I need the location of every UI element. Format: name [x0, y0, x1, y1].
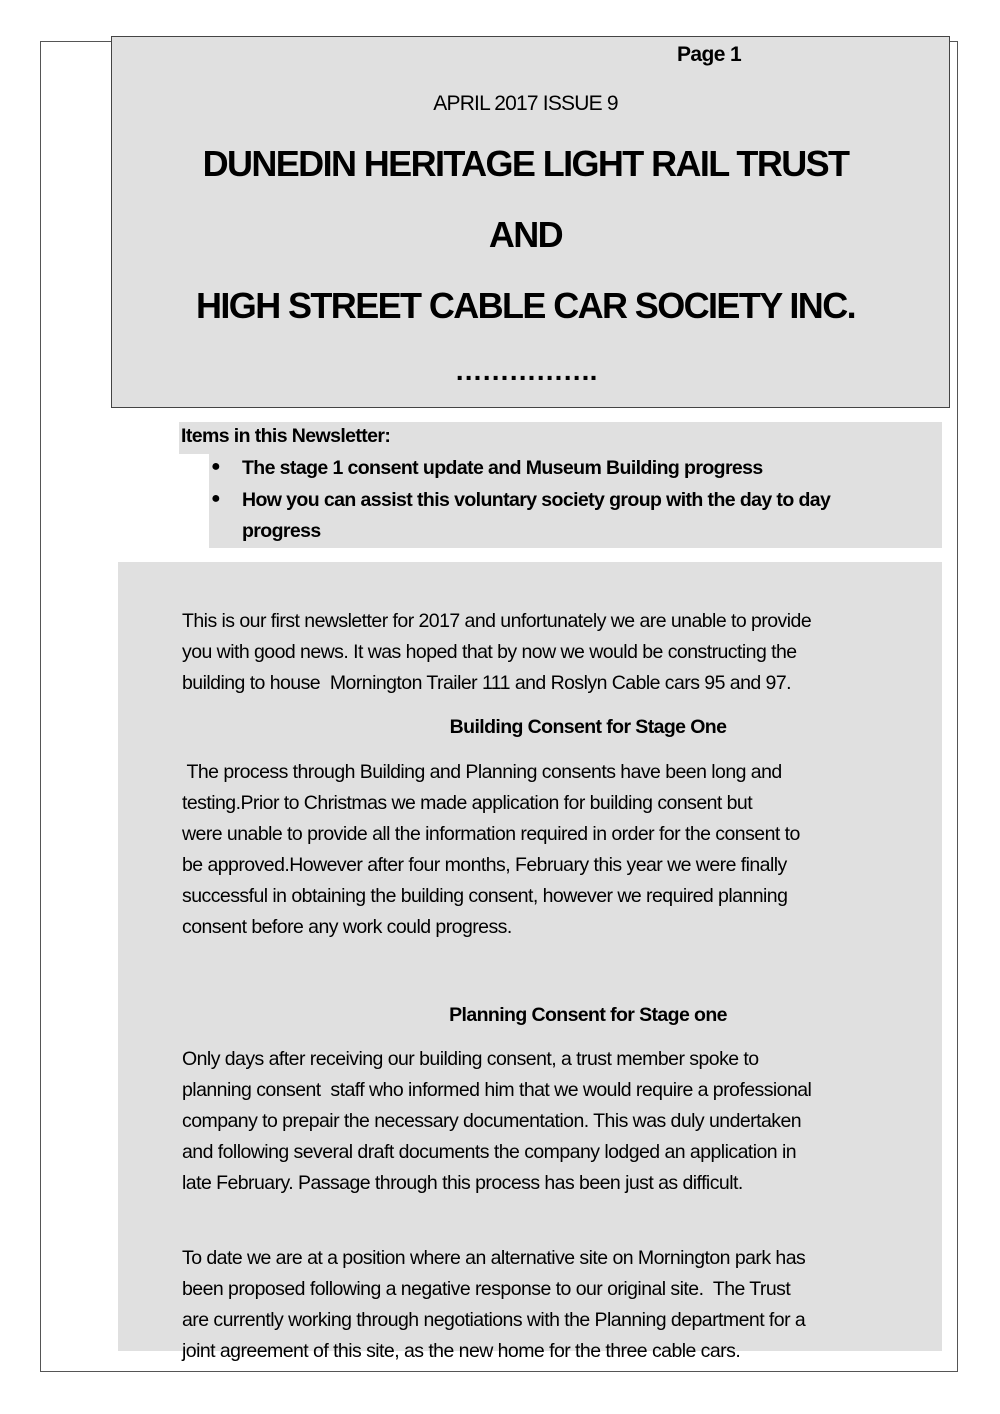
items-heading: Items in this Newsletter:: [181, 425, 391, 447]
list-item: [242, 485, 942, 547]
list-item: [242, 453, 942, 484]
page-number: Page 1: [677, 43, 742, 66]
masthead-box: [111, 36, 950, 408]
intro-paragraph: This is our first newsletter for 2017 and unfortunately we are unable to provide you with good news. It was hoped that by now we would be constructing the building to house Mornington Trailer 111 and Roslyn Cable cars 95 and 97.: [182, 610, 812, 694]
planning-consent-paragraph: Only days after receiving our building consent, a trust member spoke to planning consent staff who informed him that we would require a professional company to prepair the necessary documentation. This was duly undertaken and following several draft documents the company lodged an application in late February. Passage through this process has been just as difficult.: [182, 1048, 812, 1194]
masthead-separator: …………….: [454, 355, 597, 386]
bullet-icon: ●: [211, 490, 221, 507]
section-heading-planning-consent: Planning Consent for Stage one: [449, 1004, 727, 1026]
masthead-title-line-1: DUNEDIN HERITAGE LIGHT RAIL TRUST: [202, 143, 849, 184]
section-heading-building-consent: Building Consent for Stage One: [449, 716, 727, 738]
building-consent-paragraph: The process through Building and Planning consents have been long and testing.Prior to Christmas we made application for building consent but were unable to provide all the information required in order for the consent to be approved.However after four months, February this year we were finally successful in obtaining the building consent, however we required planning consent before any work could progress.: [182, 761, 800, 938]
list-item-text-line-2: progress: [242, 520, 321, 542]
masthead-title-line-3: HIGH STREET CABLE CAR SOCIETY INC.: [196, 285, 855, 326]
bullet-icon: ●: [211, 458, 221, 475]
issue-label: APRIL 2017 ISSUE 9: [433, 92, 618, 115]
alternative-site-paragraph: To date we are at a position where an alternative site on Mornington park has been proposed following a negative response to our original site. The Trust are currently working through negotiations with the Planning department for a joint agreement of this site, as the new home for the three cable cars.: [182, 1247, 806, 1362]
masthead-title-line-2: AND: [488, 214, 563, 255]
list-item-text-line-1: How you can assist this voluntary society group with the day to day: [242, 489, 831, 511]
list-item-text: The stage 1 consent update and Museum Building progress: [242, 457, 763, 479]
